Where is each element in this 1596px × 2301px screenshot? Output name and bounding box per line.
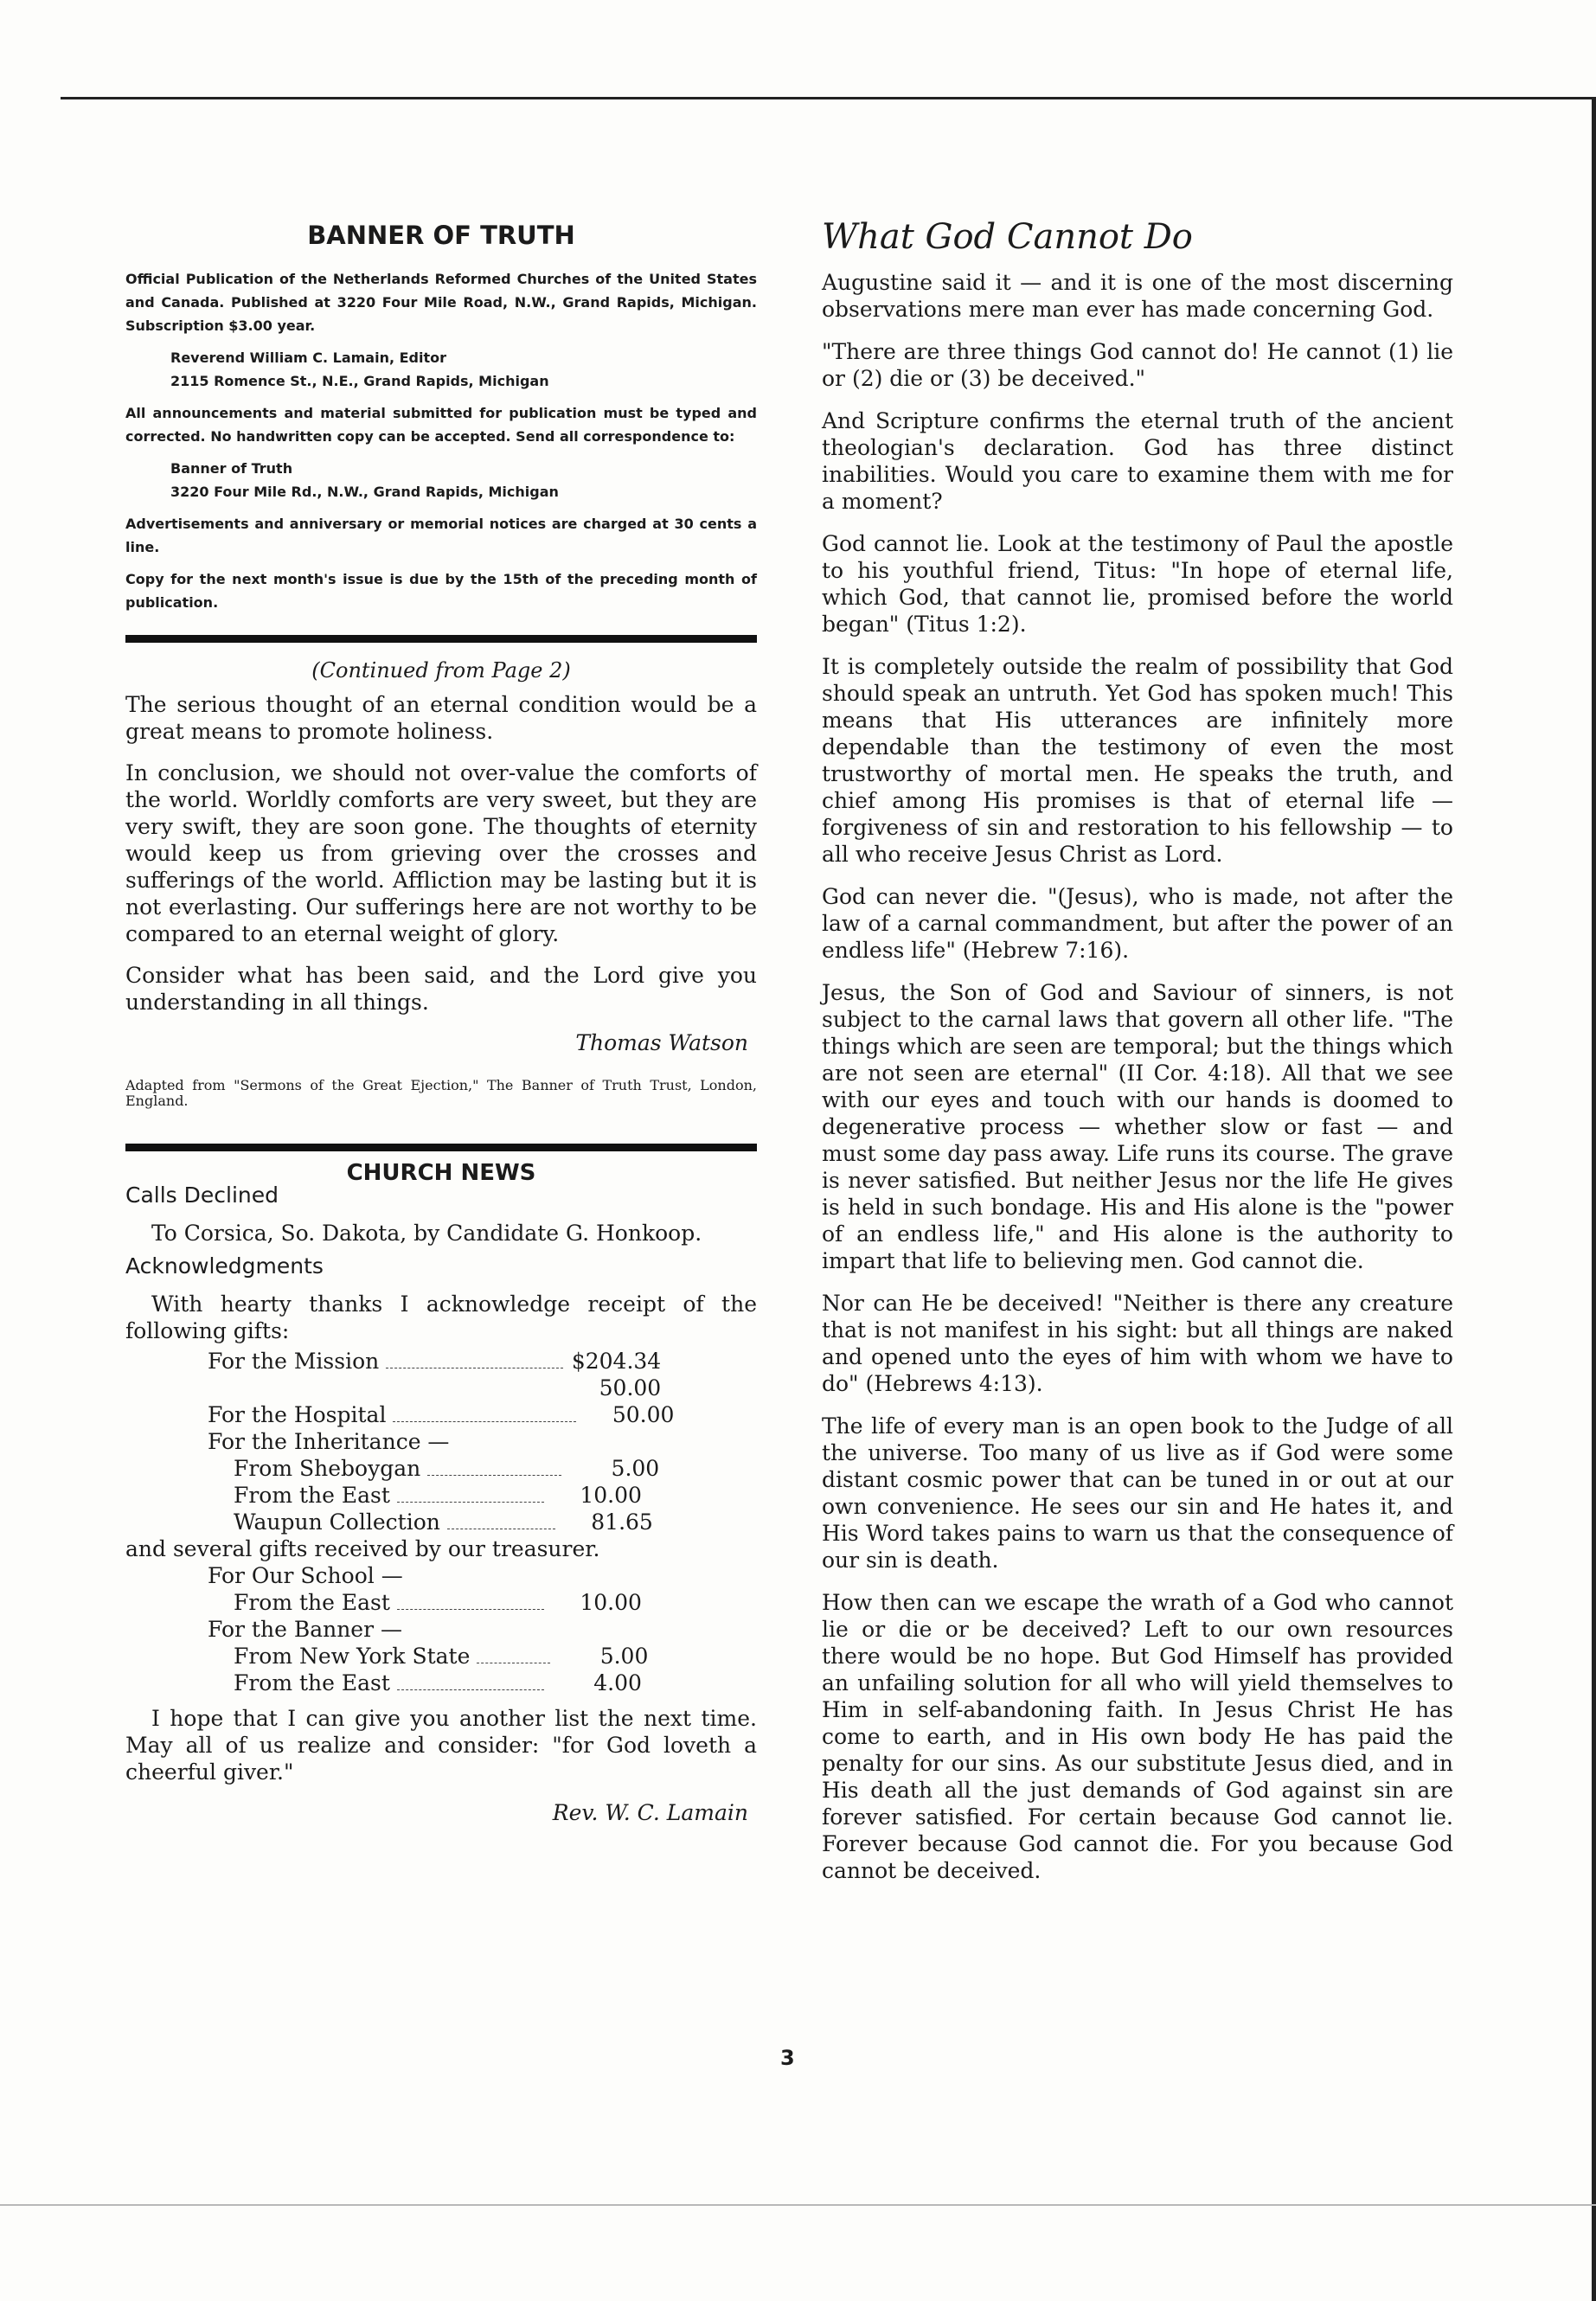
church-news-title: CHURCH NEWS [346,1160,536,1186]
news-signature: Rev. W. C. Lamain [552,1800,748,1825]
page-number: 3 [780,2046,795,2070]
paragraph: The serious thought of an eternal condition would be a great means to promote holiness. [125,692,757,744]
gift-row-inheritance: For the Inheritance — [208,1429,450,1454]
calls-declined-heading: Calls Declined [125,1183,279,1208]
church-news [125,1160,757,1825]
correspondence-block [170,457,757,503]
gift-list [125,1348,757,1696]
paragraph: And Scripture confirms the eternal truth of the ancient theologian's declaration. God has three distinct inabilities. Would you care to examine them with me for a moment? [822,408,1453,514]
gift-row-hospital: For the Hospital 50.00 [208,1402,675,1427]
correspondence-address: 3220 Four Mile Rd., N.W., Grand Rapids, Michigan [170,484,559,500]
announcements-note: All announcements and material submitted for publication must be typed and corrected. No handwritten copy can be accepted. Send all correspondence to: [125,405,757,445]
page-edge-top [61,97,1596,99]
paragraph: It is completely outside the realm of possibility that God should speak an untruth. Yet God has spoken much! This means that His utterances are infinitely more dependable than the testimony of even the most trustworthy of mortal men. He speaks the truth, and chief among His promises is that of eternal life — forgiveness of sin and restoration to his fellowship — to all who receive Jesus Christ as Lord. [822,654,1453,867]
masthead-description: Official Publication of the Netherlands Reformed Churches of the United States and Canada. Published at 3220 Four Mile Road, N.W., Grand Rapids, Michigan. Subscription $3.00 year. [125,271,757,334]
right-column [822,217,1453,1900]
section-divider [125,1144,757,1151]
paragraph: "There are three things God cannot do! He cannot (1) lie or (2) die or (3) be deceived." [822,339,1453,391]
masthead [125,221,757,614]
copy-due-note: Copy for the next month's issue is due by the 15th of the preceding month of publication. [125,571,757,611]
paragraph: Jesus, the Son of God and Saviour of sinners, is not subject to the carnal laws that govern all other life. "The things which are seen are temporal; but the things which are not seen are eternal" (II Cor. 4:18). All that we see with our eyes and touch with our hands is doomed to degenerative process — whether slow or fast — and must some day pass away. Life runs its course. The grave is never satisfied. But neither Jesus nor the life He gives is held in such bondage. His and His alone is the "power of an endless life," and His alone is the authority to impart that life to believing men. God cannot die. [822,980,1453,1273]
section-divider [125,635,757,643]
left-column [125,221,757,1848]
gift-row-mission: For the Mission $204.34 [208,1349,662,1374]
paragraph: In conclusion, we should not over-value the comforts of the world. Worldly comforts are very sweet, but they are very swift, they are soon gone. The thoughts of eternity would keep us from grieving over the crosses and sufferings of the world. Affliction may be lasting but it is not everlasting. Our sufferings here are not worthy to be compared to an eternal weight of glory. [125,760,757,946]
source-credit: Adapted from "Sermons of the Great Ejection," The Banner of Truth Trust, London, England. [125,1077,757,1109]
treasurer-line: and several gifts received by our treasurer. [125,1536,600,1561]
paragraph: Consider what has been said, and the Lord give you understanding in all things. [125,963,757,1015]
gift-row-waupun: Waupun Collection 81.65 [234,1509,653,1535]
paragraph: God can never die. "(Jesus), who is made, not after the law of a carnal commandment, but after the power of an endless life" (Hebrew 7:16). [822,884,1453,963]
gift-row-school-east: From the East 10.00 [234,1590,642,1615]
page-edge-right [1592,97,1596,2301]
paragraph: The life of every man is an open book to the Judge of all the universe. Too many of us live as if God were some distant cosmic power that can be tuned in or out at our own convenience. He sees our sin and He hates it, and His Word takes pains to warn us that the consequence of our sin is death. [822,1413,1453,1573]
paragraph: How then can we escape the wrath of a God who cannot lie or die or be deceived? Left to our own resources there would be no hope. But God Himself has provided an unfailing solution for all who will yield themselves to Him in self-abandoning faith. In Jesus Christ He has come to earth, and in His own body He has paid the penalty for our sins. As our substitute Jesus died, and in His death all the just demands of God against sin are forever satisfied. For certain because God cannot lie. Forever because God cannot die. For you because God cannot be deceived. [822,1590,1453,1883]
paragraph: God cannot lie. Look at the testimony of Paul the apostle to his youthful friend, Titus: "In hope of eternal life, which God, that cannot lie, promised before the world began" (Titus 1:2). [822,531,1453,637]
closing-paragraph: I hope that I can give you another list the next time. May all of us realize and consider: "for God loveth a cheerful giver." [125,1706,757,1785]
page-edge-bottom [0,2204,1596,2206]
paragraph: Augustine said it — and it is one of the most discerning observations mere man ever has made concerning God. [822,270,1453,322]
editor-name: Reverend William C. Lamain, Editor [170,349,447,366]
masthead-title: BANNER OF TRUTH [307,221,575,250]
acknowledgments-intro: With hearty thanks I acknowledge receipt of the following gifts: [125,1292,757,1343]
gift-row-new-york: From New York State 5.00 [234,1644,649,1669]
gift-row-east: From the East 10.00 [234,1483,642,1508]
continued-heading: (Continued from Page 2) [311,658,571,683]
gift-row-banner-east: From the East 4.00 [234,1670,642,1695]
editor-block [170,346,757,393]
gift-row-school: For Our School — [208,1563,403,1588]
author-signature: Thomas Watson [575,1030,748,1055]
gift-row-mission-extra: 50.00 [599,1375,662,1400]
acknowledgments-heading: Acknowledgments [125,1253,324,1279]
gift-row-banner: For the Banner — [208,1617,402,1642]
calls-declined-text: To Corsica, So. Dakota, by Candidate G. Honkoop. [151,1221,702,1246]
article-title: What God Cannot Do [822,217,1193,257]
advertisements-note: Advertisements and anniversary or memorial notices are charged at 30 cents a line. [125,516,757,555]
gift-row-sheboygan: From Sheboygan 5.00 [234,1456,660,1481]
continued-article [125,658,757,1109]
paragraph: Nor can He be deceived! "Neither is there any creature that is not manifest in his sight: but all things are naked and opened unto the eyes of him with whom we have to do" (Hebrews 4:13). [822,1291,1453,1396]
correspondence-name: Banner of Truth [170,460,293,477]
editor-address: 2115 Romence St., N.E., Grand Rapids, Michigan [170,373,549,389]
